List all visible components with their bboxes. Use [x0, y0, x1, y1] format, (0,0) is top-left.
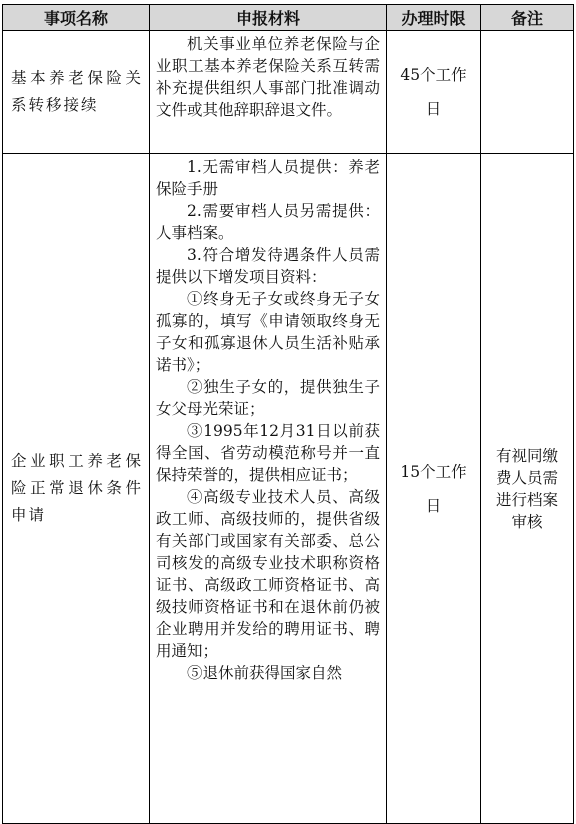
- material-paragraph: 1.无需审档人员提供：养老保险手册: [156, 158, 380, 198]
- table-row: [3, 31, 574, 154]
- header-notes: 备注: [481, 5, 574, 31]
- table-header-row: [3, 5, 574, 31]
- material-paragraph: ④高级专业技术人员、高级政工师、高级技师的，提供省级有关部门或国家有关部委、总公司核发的高级专业技术职称资格证书、高级政工师资格证书、高级技师资格证书和在退休前仍被企业聘用并发给的聘用证书、聘用通知；: [156, 488, 380, 660]
- material-paragraph: ⑤退休前获得国家自然: [187, 664, 343, 682]
- materials-cell: [150, 154, 387, 824]
- material-paragraph: ①终身无子女或终身无子女孤寡的，填写《申请领取终身无子女和孤寡退休人员生活补贴承诺书》；: [156, 290, 380, 374]
- material-paragraph: ③1995年12月31日以前获得全国、省劳动模范称号并一直保持荣誉的，提供相应证书；: [156, 422, 380, 484]
- header-time-limit: 办理时限: [387, 5, 481, 31]
- notes-cell: [481, 31, 574, 154]
- item-name-cell: 基本养老保险关系转移接续: [3, 31, 150, 154]
- policy-table: [2, 4, 574, 824]
- material-paragraph: 2.需要审档人员另需提供：人事档案。: [156, 202, 380, 242]
- time-limit-cell: 45个工作日: [387, 31, 481, 154]
- material-paragraph: ②独生子女的，提供独生子女父母光荣证；: [156, 378, 380, 418]
- material-paragraph: 3.符合增发待遇条件人员需提供以下增发项目资料：: [156, 246, 380, 286]
- table-row: [3, 154, 574, 824]
- header-materials: 申报材料: [150, 5, 387, 31]
- material-paragraph: 机关事业单位养老保险与企业职工基本养老保险关系互转需补充提供组织人事部门批准调动文件或其他辞职辞退文件。: [156, 35, 380, 119]
- notes-cell: 有视同缴费人员需进行档案审核: [481, 154, 574, 824]
- header-item-name: 事项名称: [3, 5, 150, 31]
- materials-cell: [150, 31, 387, 154]
- item-name-cell: 企业职工养老保险正常退休条件申请: [3, 154, 150, 824]
- time-limit-cell: 15个工作日: [387, 154, 481, 824]
